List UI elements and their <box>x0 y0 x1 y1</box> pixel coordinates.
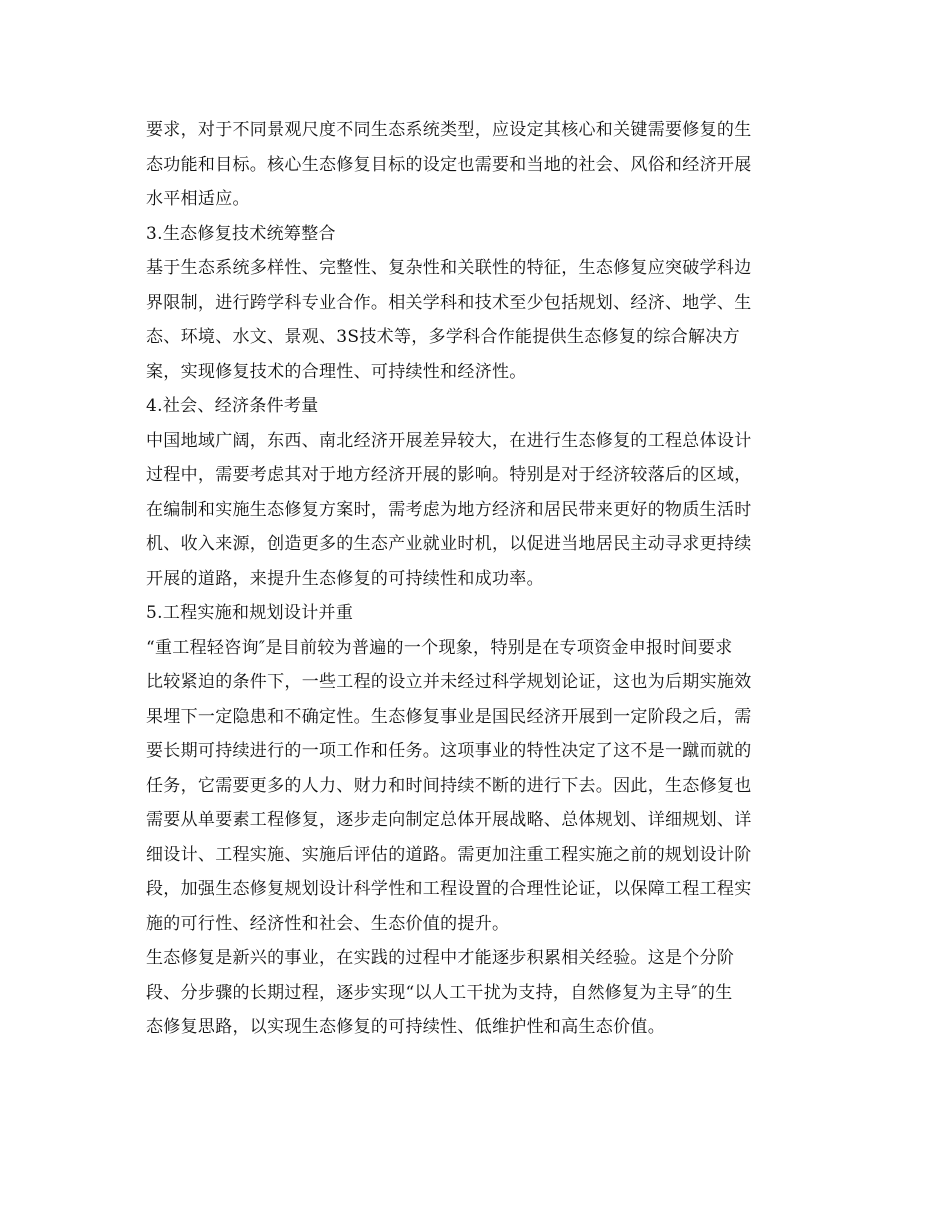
paragraph-line: “重工程轻咨询″是目前较为普遍的一个现象，特别是在专项资金申报时间要求 <box>146 637 733 658</box>
paragraph-line: 任务，它需要更多的人力、财力和时间持续不断的进行下去。因此，生态修复也 <box>146 775 752 796</box>
paragraph-line: 细设计、工程实施、实施后评估的道路。需更加注重工程实施之前的规划设计阶 <box>146 844 752 865</box>
paragraph-line: 过程中，需要考虑其对于地方经济开展的影响。特别是对于经济较落后的区域， <box>146 465 752 485</box>
paragraph-line: 开展的道路，来提升生态修复的可持续性和成功率。 <box>146 568 544 589</box>
paragraph-line: 施的可行性、经济性和社会、生态价值的提升。 <box>146 913 510 934</box>
paragraph-line: 生态修复是新兴的事业，在实践的过程中才能逐步积累相关经验。这是个分阶 <box>146 948 735 968</box>
paragraph-line: 基于生态系统多样性、完整性、复杂性和关联性的特征，生态修复应突破学科边 <box>146 258 752 278</box>
paragraph-line: 段、分步骤的长期过程，逐步实现“以人工干扰为支持，自然修复为主导″的生 <box>146 982 733 1003</box>
paragraph-line: 态修复思路，以实现生态修复的可持续性、低维护性和高生态价值。 <box>146 1017 665 1037</box>
paragraph-line: 界限制，进行跨学科专业合作。相关学科和技术至少包括规划、经济、地学、生 <box>146 292 752 313</box>
paragraph-line: 比较紧迫的条件下，一些工程的设立并未经过科学规划论证，这也为后期实施效 <box>146 672 752 692</box>
paragraph-line: 在编制和实施生态修复方案时，需考虑为地方经济和居民带来更好的物质生活时 <box>146 499 752 520</box>
section-heading-4: 4.社会、经济条件考量 <box>146 396 319 416</box>
paragraph-line: 水平相适应。 <box>146 189 250 209</box>
paragraph-line: 果埋下一定隐患和不确定性。生态修复事业是国民经济开展到一定阶段之后，需 <box>146 706 752 727</box>
paragraph-line: 机、收入来源，创造更多的生态产业就业时机，以促进当地居民主动寻求更持续 <box>146 534 752 554</box>
document-body <box>146 113 806 1045</box>
paragraph-line: 需要从单要素工程修复，逐步走向制定总体开展战略、总体规划、详细规划、详 <box>146 810 752 830</box>
section-heading-3: 3.生态修复技术统筹整合 <box>146 223 336 244</box>
paragraph-line: 中国地域广阔，东西、南北经济开展差异较大，在进行生态修复的工程总体设计 <box>146 430 752 451</box>
paragraph-line: 要长期可持续进行的一项工作和任务。这项事业的特性决定了这不是一蹴而就的 <box>146 741 752 761</box>
section-heading-5: 5.工程实施和规划设计并重 <box>146 603 354 623</box>
paragraph-line: 段，加强生态修复规划设计科学性和工程设置的合理性论证，以保障工程工程实 <box>146 879 752 899</box>
paragraph-line: 案，实现修复技术的合理性、可持续性和经济性。 <box>146 361 527 382</box>
paragraph-line: 态、环境、水文、景观、3S技术等，多学科合作能提供生态修复的综合解决方 <box>146 327 740 347</box>
paragraph-line: 要求，对于不同景观尺度不同生态系统类型，应设定其核心和关键需要修复的生 <box>146 120 752 140</box>
paragraph-line: 态功能和目标。核心生态修复目标的设定也需要和当地的社会、风俗和经济开展 <box>146 154 752 175</box>
